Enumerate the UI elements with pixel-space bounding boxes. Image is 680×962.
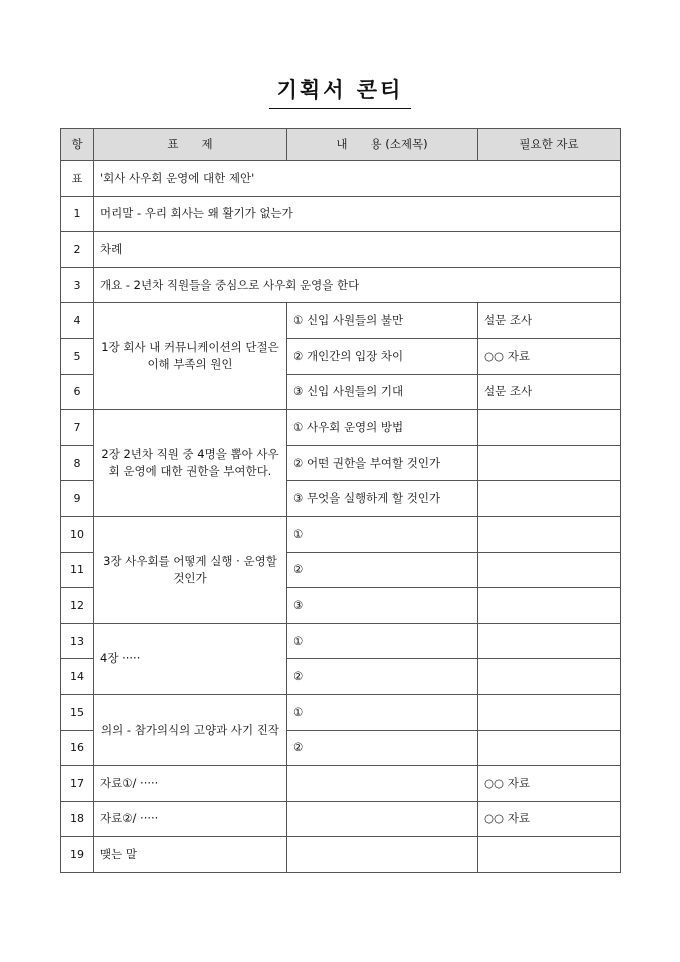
row-materials xyxy=(478,659,621,695)
document-title: 기획서 콘티 xyxy=(0,74,680,109)
row-number: 1 xyxy=(61,196,94,232)
row-materials: ○○ 자료 xyxy=(478,338,621,374)
plan-table xyxy=(60,128,621,873)
table-row xyxy=(61,303,621,339)
row-content: ② xyxy=(287,552,478,588)
row-title: '회사 사우회 운영에 대한 제안' xyxy=(94,161,621,197)
table-row xyxy=(61,232,621,268)
table-row xyxy=(61,623,621,659)
row-materials: 설문 조사 xyxy=(478,374,621,410)
chapter-title: 2장 2년차 직원 중 4명을 뽑아 사우회 운영에 대한 권한을 부여한다. xyxy=(94,410,287,517)
table-row xyxy=(61,196,621,232)
row-title: 맺는 말 xyxy=(94,837,287,873)
row-number: 12 xyxy=(61,588,94,624)
row-number: 3 xyxy=(61,267,94,303)
row-title: 자료②/ ····· xyxy=(94,801,287,837)
row-title: 개요 - 2년차 직원들을 중심으로 사우회 운영을 한다 xyxy=(94,267,621,303)
table-row xyxy=(61,161,621,197)
table-row xyxy=(61,267,621,303)
row-materials xyxy=(478,623,621,659)
row-materials xyxy=(478,552,621,588)
row-materials xyxy=(478,481,621,517)
header-materials: 필요한 자료 xyxy=(478,129,621,161)
row-materials xyxy=(478,410,621,446)
row-materials xyxy=(478,445,621,481)
chapter-title: 1장 회사 내 커뮤니케이션의 단절은 이해 부족의 원인 xyxy=(94,303,287,410)
table-header-row xyxy=(61,129,621,161)
row-number: 6 xyxy=(61,374,94,410)
row-materials xyxy=(478,837,621,873)
row-number: 8 xyxy=(61,445,94,481)
row-number: 14 xyxy=(61,659,94,695)
row-content: ① xyxy=(287,623,478,659)
row-materials: 설문 조사 xyxy=(478,303,621,339)
row-title: 차례 xyxy=(94,232,621,268)
header-content: 내 용 (소제목) xyxy=(287,129,478,161)
row-number: 4 xyxy=(61,303,94,339)
row-number: 10 xyxy=(61,516,94,552)
table-row xyxy=(61,801,621,837)
row-materials xyxy=(478,588,621,624)
row-title: 자료①/ ····· xyxy=(94,766,287,802)
row-content: ① xyxy=(287,516,478,552)
row-number: 표 xyxy=(61,161,94,197)
row-materials xyxy=(478,516,621,552)
row-materials xyxy=(478,694,621,730)
row-content: ① 신입 사원들의 불만 xyxy=(287,303,478,339)
row-number: 17 xyxy=(61,766,94,802)
table-row xyxy=(61,837,621,873)
row-number: 19 xyxy=(61,837,94,873)
table-row xyxy=(61,410,621,446)
row-content: ③ 무엇을 실행하게 할 것인가 xyxy=(287,481,478,517)
row-content xyxy=(287,837,478,873)
chapter-title: 3장 사우회를 어떻게 실행 · 운영할 것인가 xyxy=(94,516,287,623)
row-number: 9 xyxy=(61,481,94,517)
row-content: ① 사우회 운영의 방법 xyxy=(287,410,478,446)
row-number: 2 xyxy=(61,232,94,268)
row-content xyxy=(287,766,478,802)
header-title: 표 제 xyxy=(94,129,287,161)
row-content: ① xyxy=(287,694,478,730)
row-content: ② xyxy=(287,659,478,695)
chapter-title: 4장 ····· xyxy=(94,623,287,694)
row-content: ③ xyxy=(287,588,478,624)
row-materials xyxy=(478,730,621,766)
row-number: 16 xyxy=(61,730,94,766)
table-row xyxy=(61,694,621,730)
row-number: 15 xyxy=(61,694,94,730)
row-number: 5 xyxy=(61,338,94,374)
row-content xyxy=(287,801,478,837)
row-materials: ○○ 자료 xyxy=(478,766,621,802)
row-number: 7 xyxy=(61,410,94,446)
row-content: ② 개인간의 입장 차이 xyxy=(287,338,478,374)
header-no: 항 xyxy=(61,129,94,161)
row-number: 18 xyxy=(61,801,94,837)
row-number: 13 xyxy=(61,623,94,659)
chapter-title: 의의 - 참가의식의 고양과 사기 진작 xyxy=(94,694,287,765)
table-row xyxy=(61,516,621,552)
row-content: ② 어떤 권한을 부여할 것인가 xyxy=(287,445,478,481)
table-row xyxy=(61,766,621,802)
row-title: 머리말 - 우리 회사는 왜 활기가 없는가 xyxy=(94,196,621,232)
row-number: 11 xyxy=(61,552,94,588)
row-materials: ○○ 자료 xyxy=(478,801,621,837)
row-content: ② xyxy=(287,730,478,766)
row-content: ③ 신입 사원들의 기대 xyxy=(287,374,478,410)
